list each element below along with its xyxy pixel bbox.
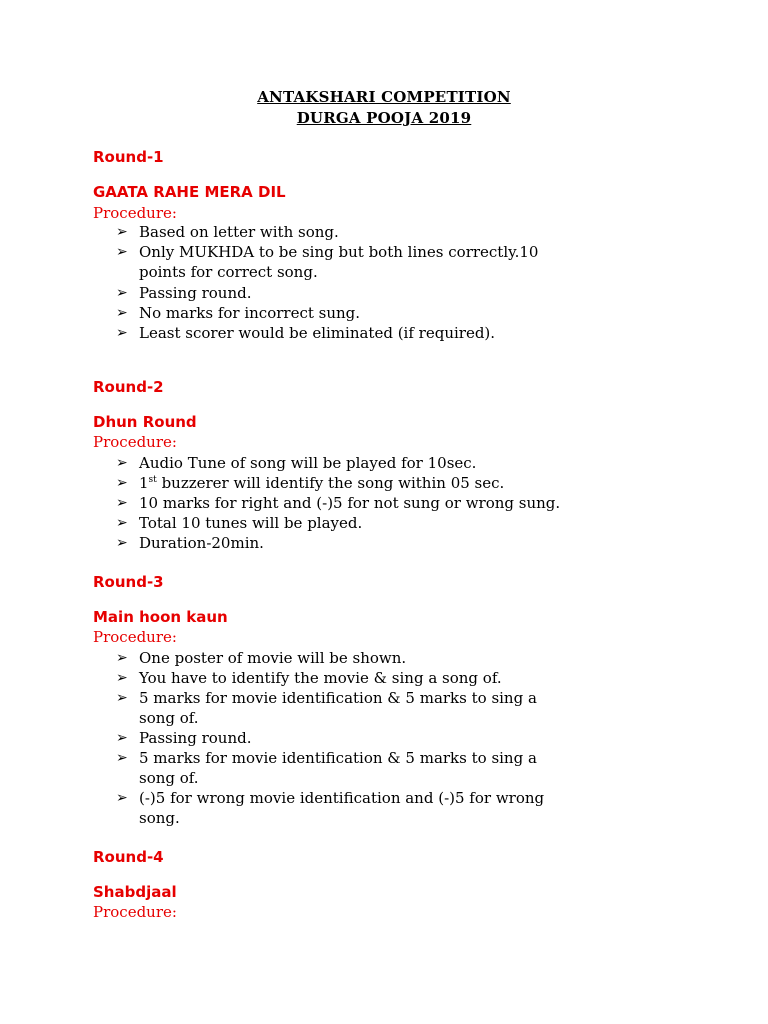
list-item: One poster of movie will be shown. [139,649,407,667]
round-4-heading: Round-4 [93,848,164,866]
list-item: Based on letter with song. [139,223,339,241]
bullet-arrow-icon: ➢ [116,750,128,766]
list-item-continuation: points for correct song. [139,263,318,281]
bullet-arrow-icon: ➢ [116,690,128,706]
round-1-procedure-label: Procedure: [93,204,177,222]
round-4-procedure-label: Procedure: [93,903,177,921]
bullet-arrow-icon: ➢ [116,730,128,746]
list-item: 5 marks for movie identification & 5 marks to sing a [139,689,537,707]
list-item: You have to identify the movie & sing a song of. [139,669,502,687]
bullet-arrow-icon: ➢ [116,515,128,531]
round-3-name: Main hoon kaun [93,608,228,626]
bullet-arrow-icon: ➢ [116,244,128,260]
list-item-continuation: song of. [139,769,199,787]
list-item: Passing round. [139,284,252,302]
list-item-number: 1 [139,474,149,492]
list-item: No marks for incorrect sung. [139,304,361,322]
round-1-name: GAATA RAHE MERA DIL [93,183,286,201]
bullet-arrow-icon: ➢ [116,224,128,240]
list-item: Total 10 tunes will be played. [139,514,363,532]
bullet-arrow-icon: ➢ [116,455,128,471]
bullet-arrow-icon: ➢ [116,285,128,301]
round-2-name: Dhun Round [93,413,197,431]
bullet-arrow-icon: ➢ [116,325,128,341]
list-item: 5 marks for movie identification & 5 marks to sing a [139,749,537,767]
list-item: Only MUKHDA to be sing but both lines correctly.10 [139,243,539,261]
list-item-text: buzzerer will identify the song within 05 sec. [156,474,505,492]
bullet-arrow-icon: ➢ [116,790,128,806]
bullet-arrow-icon: ➢ [116,650,128,666]
bullet-arrow-icon: ➢ [116,495,128,511]
list-item [139,473,504,493]
list-item: 10 marks for right and (-)5 for not sung or wrong sung. [139,494,561,512]
document-title: ANTAKSHARI COMPETITION [257,88,511,106]
round-4-name: Shabdjaal [93,883,177,901]
list-item-continuation: song. [139,809,180,827]
bullet-arrow-icon: ➢ [116,535,128,551]
list-item: Passing round. [139,729,252,747]
round-1-heading: Round-1 [93,148,164,166]
round-3-procedure-label: Procedure: [93,628,177,646]
bullet-arrow-icon: ➢ [116,475,128,491]
list-item: (-)5 for wrong movie identification and (-)5 for wrong [139,789,545,807]
list-item-continuation: song of. [139,709,199,727]
round-2-procedure-label: Procedure: [93,433,177,451]
list-item-ordinal-suffix: st [148,475,157,485]
list-item: Duration-20min. [139,534,264,552]
round-2-heading: Round-2 [93,378,164,396]
bullet-arrow-icon: ➢ [116,670,128,686]
list-item: Audio Tune of song will be played for 10sec. [139,454,477,472]
list-item: Least scorer would be eliminated (if required). [139,324,496,342]
round-3-heading: Round-3 [93,573,164,591]
document-subtitle: DURGA POOJA 2019 [296,109,472,127]
bullet-arrow-icon: ➢ [116,305,128,321]
